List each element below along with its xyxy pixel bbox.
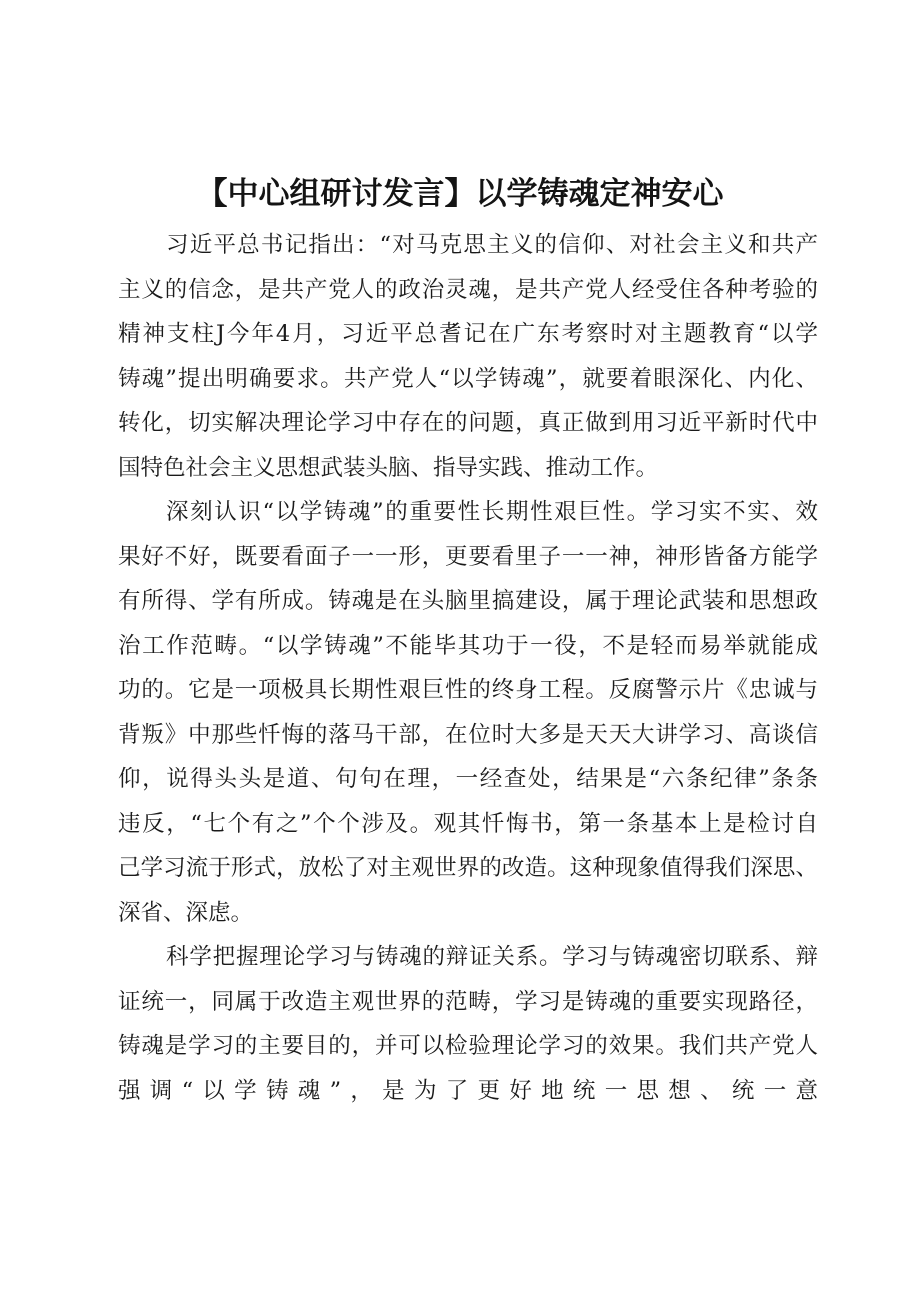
- paragraph-1-line-5: 转化，切实解决理论学习中存在的问题，真正做到用习近平新时代中: [118, 410, 818, 436]
- paragraph-3-line-1: 科学把握理论学习与铸魂的辩证关系。学习与铸魂密切联系、辩: [166, 944, 818, 970]
- paragraph-3-line-4: 强调“以学铸魂”，是为了更好地统一思想、统一意: [118, 1078, 818, 1104]
- paragraph-1-line-4: 铸魂”提出明确要求。共产党人“以学铸魂”，就要着眼深化、内化、: [118, 366, 818, 392]
- paragraph-3-line-2: 证统一，同属于改造主观世界的范畴，学习是铸魂的重要实现路径，: [118, 989, 818, 1015]
- paragraph-2-line-7: 仰，说得头头是道、句句在理，一经查处，结果是“六条纪律”条条: [118, 766, 818, 792]
- paragraph-3-line-3: 铸魂是学习的主要目的，并可以检验理论学习的效果。我们共产党人: [118, 1033, 818, 1059]
- paragraph-2-line-2: 果好不好，既要看面子一一形，更要看里子一一神，神形皆备方能学: [118, 544, 818, 570]
- paragraph-2-line-1: 深刻认识“以学铸魂”的重要性长期性艰巨性。学习实不实、效: [166, 499, 818, 525]
- paragraph-1-line-1: 习近平总书记指出：“对马克思主义的信仰、对社会主义和共产: [166, 232, 818, 258]
- paragraph-2-line-3: 有所得、学有所成。铸魂是在头脑里搞建设，属于理论武装和思想政: [118, 588, 818, 614]
- paragraph-2-line-4: 治工作范畴。“以学铸魂”不能毕其功于一役，不是轻而易举就能成: [118, 633, 818, 659]
- paragraph-2-line-6: 背叛》中那些忏悔的落马干部，在位时大多是天天大讲学习、高谈信: [118, 722, 818, 748]
- document-title: 【中心组研讨发言】以学铸魂定神安心: [196, 176, 724, 212]
- paragraph-1-line-3: 精神支柱J今年4月，习近平总耆记在广东考察时对主题教育“以学: [118, 321, 818, 347]
- paragraph-2-line-5: 功的。它是一项极具长期性艰巨性的终身工程。反腐警示片《忠诚与: [118, 677, 818, 703]
- paragraph-2-line-8: 违反，“七个有之”个个涉及。观其忏悔书，第一条基本上是检讨自: [118, 811, 818, 837]
- paragraph-2-line-10: 深省、深虑。: [118, 900, 254, 926]
- paragraph-1-line-2: 主义的信念，是共产党人的政治灵魂，是共产党人经受住各种考验的: [118, 277, 818, 303]
- paragraph-2-line-9: 己学习流于形式，放松了对主观世界的改造。这种现象值得我们深思、: [118, 855, 818, 881]
- paragraph-1-line-6: 国特色社会主义思想武装头脑、指导实践、推动工作。: [118, 455, 659, 481]
